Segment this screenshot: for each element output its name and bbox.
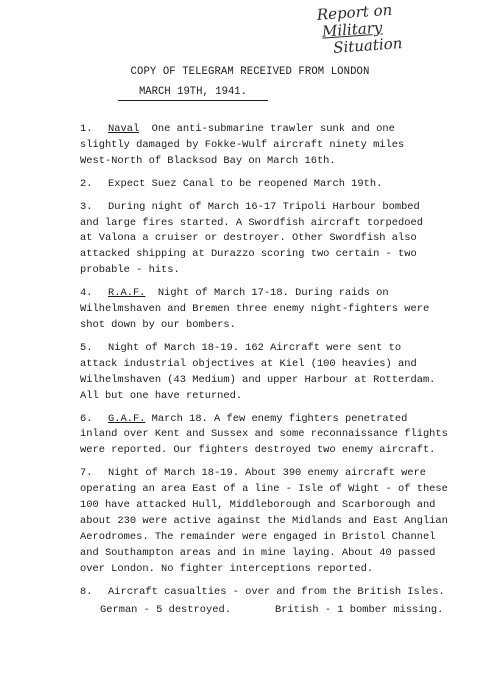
item-5-line-1 [80, 341, 490, 357]
item-5-text: Night of March 18-19. 162 Aircraft were sent to [108, 341, 402, 354]
item-3-line-3: at Valona a cruiser or destroyer. Other Swordfish also [80, 232, 417, 245]
item-1-line-3: West-North of Blacksod Bay on March 16th. [80, 154, 336, 167]
item-2-line-1 [80, 177, 490, 193]
item-number: 2. [80, 177, 93, 190]
item-7-text: Night of March 18-19. About 390 enemy aircraft were [108, 467, 427, 480]
item-3-text: During night of March 16-17 Tripoli Harbour bombed [108, 200, 420, 213]
item-6-line-2: inland over Kent and Sussex and some reconnaissance flights [80, 428, 448, 441]
item-number: 7. [80, 467, 93, 480]
german-casualties: German - 5 destroyed. [100, 604, 231, 617]
item-3-line-5: probable - hits. [80, 264, 180, 277]
item-3-line-4: attacked shipping at Durazzo scoring two certain - two [80, 248, 417, 261]
item-1-line-2: slightly damaged by Fokke-Wulf aircraft ninety miles [80, 138, 405, 151]
item-3-line-1 [80, 200, 490, 216]
british-casualties: British - 1 bomber missing. [274, 604, 444, 617]
item-4-line-2: Wilhelmshaven and Bremen three enemy night-fighters were [80, 303, 430, 316]
item-4-text: Night of March 17-18. During raids on [157, 287, 389, 300]
item-7-line-6: and Southampton areas and in mine laying. About 40 passed [80, 546, 436, 559]
item-number: 6. [80, 412, 93, 425]
item-number: 5. [80, 341, 93, 354]
item-6-line-1 [80, 412, 490, 428]
item-1-text: One anti-submarine trawler sunk and one [151, 123, 395, 135]
item-1-lead: Naval [108, 123, 140, 135]
item-8-line-1 [80, 585, 490, 601]
item-7-line-5: Aerodromes. The remainder were engaged in Bristol Channel [80, 530, 436, 543]
item-8-text: Aircraft casualties - over and from the British Isles. [108, 585, 445, 598]
item-number: 8. [80, 585, 93, 598]
telegram-body [80, 122, 490, 619]
annotation-line-3: Situation [332, 34, 403, 57]
item-4-line-1 [80, 286, 490, 302]
item-4-lead: R.A.F. [108, 287, 146, 300]
handwritten-annotation [316, 1, 403, 58]
item-number: 1. [80, 123, 93, 135]
telegram-title: COPY OF TELEGRAM RECEIVED FROM LONDON [130, 66, 370, 78]
item-3-line-2: and large fires started. A Swordfish aircraft torpedoed [80, 216, 423, 229]
item-6-text: March 18. A few enemy fighters penetrated [151, 412, 408, 425]
item-7-line-1 [80, 466, 490, 482]
item-7-line-4: about 230 were active against the Midlands and East Anglian [80, 514, 448, 527]
item-2-text: Expect Suez Canal to be reopened March 19th. [108, 177, 383, 190]
item-5-line-2: attack industrial objectives at Kiel (100 heavies) and [80, 357, 417, 370]
telegram-date: MARCH 19TH, 1941. [118, 86, 268, 101]
item-number: 4. [80, 287, 93, 300]
item-number: 3. [80, 200, 93, 213]
casualties-row [80, 603, 490, 619]
item-5-line-4: All but one have returned. [80, 389, 243, 402]
item-7-line-7: over London. No fighter interceptions reported. [80, 562, 374, 575]
item-7-line-2: operating an area East of a line - Isle of Wight - of these [80, 483, 448, 496]
item-7-line-3: 100 have attacked Hull, Middleborough and Scarborough and [80, 499, 436, 512]
item-6-lead: G.A.F. [108, 412, 146, 425]
annotation-line-1: Report on [316, 0, 393, 24]
item-1-line-1 [80, 122, 490, 138]
annotation-line-2: Military [321, 18, 383, 41]
item-6-line-3: were reported. Our fighters destroyed two enemy aircraft. [80, 444, 436, 457]
item-5-line-3: Wilhelmshaven (43 Medium) and upper Harbour at Rotterdam. [80, 373, 436, 386]
item-4-line-3: shot down by our bombers. [80, 318, 236, 331]
